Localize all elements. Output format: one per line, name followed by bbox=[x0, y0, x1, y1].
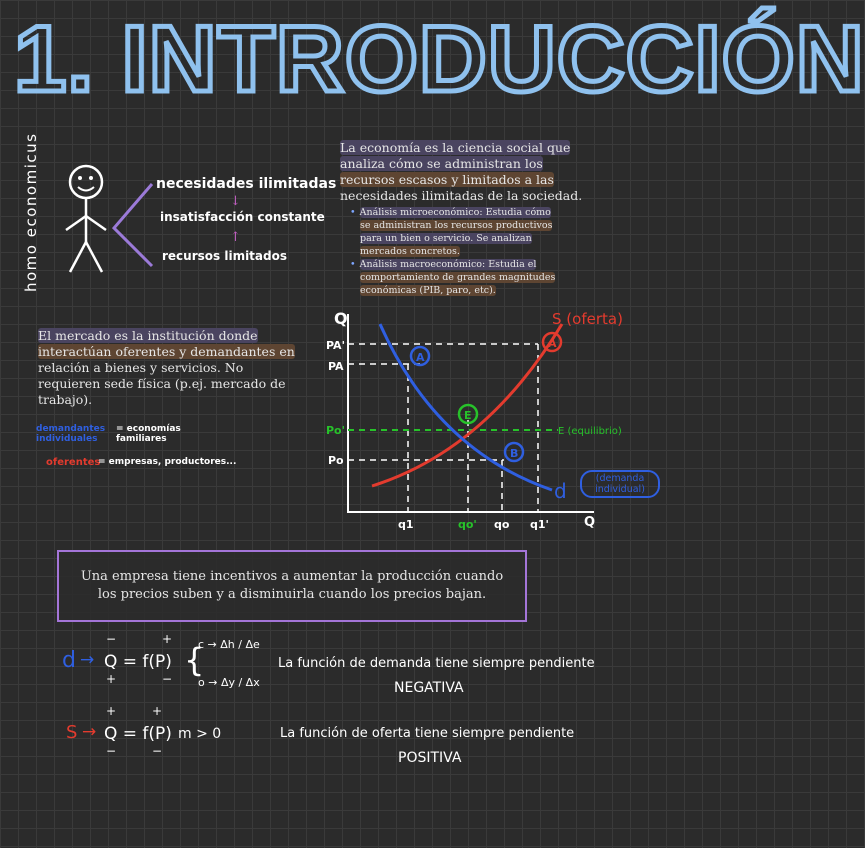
x-axis-label: Q bbox=[584, 515, 596, 530]
arrow-down-icon: ↓ bbox=[230, 194, 241, 209]
supply-curve-label: S (oferta) bbox=[552, 310, 623, 328]
supply-formula-letter: S bbox=[66, 722, 78, 743]
market-line-1: El mercado es la institución donde bbox=[38, 328, 258, 343]
arrow-up-icon: ↑ bbox=[230, 230, 241, 245]
supply-text-2: POSITIVA bbox=[398, 750, 462, 766]
market-definition bbox=[38, 328, 338, 408]
needs-item-3: recursos limitados bbox=[162, 249, 287, 263]
micro-analysis: • Análisis microeconómico: Estudia cómo se administran los recursos productivos para un bien o servicio. Se analizan mercados concretos. • Análisis macroeconómico: Estudia el comportamiento de grandes magnitudes económicas (PIB, paro, etc). bbox=[350, 207, 556, 296]
demand-curve bbox=[380, 324, 552, 490]
supply-formula: Q = f(P) bbox=[104, 724, 172, 744]
demand-curve-label: d bbox=[554, 479, 567, 503]
macro-line-2: comportamiento de grandes magnitudes bbox=[360, 272, 556, 283]
y-tick-pa: PA bbox=[328, 360, 344, 373]
supply-formula-arrow: → bbox=[82, 722, 97, 742]
supply-signs: ++ bbox=[106, 704, 199, 718]
demand-condition-1: c → Δh / Δe bbox=[198, 638, 260, 651]
macro-line-1: Análisis macroeconómico: Estudia el bbox=[359, 259, 537, 270]
demand-text-2: NEGATIVA bbox=[394, 680, 464, 696]
incentive-line-2: los precios suben y a disminuirla cuando los precios bajan. bbox=[97, 587, 487, 602]
x-tick-qo-prime: qo' bbox=[458, 518, 477, 531]
y-tick-pa-prime: PA' bbox=[326, 339, 345, 352]
market-line-4: requieren sede física (p.ej. mercado de bbox=[38, 376, 286, 391]
micro-line-1: Análisis microeconómico: Estudia cómo bbox=[359, 207, 551, 218]
demand-note: (demanda individual) bbox=[580, 470, 660, 498]
supply-condition: m > 0 bbox=[178, 726, 222, 742]
demand-formula-letter: d bbox=[62, 648, 76, 673]
supply-signs-under: −− bbox=[106, 744, 199, 758]
point-b-label: B bbox=[510, 447, 519, 460]
definition-line-4: necesidades ilimitadas de la sociedad. bbox=[340, 188, 583, 203]
demand-signs-under: +− bbox=[106, 672, 219, 686]
y-tick-po-prime: Po' bbox=[326, 424, 345, 437]
x-tick-q1-prime: q1' bbox=[530, 518, 549, 531]
x-tick-q1: q1 bbox=[398, 518, 414, 531]
point-e-label: E bbox=[464, 409, 472, 422]
supply-text-1: La función de oferta tiene siempre pendiente bbox=[280, 726, 575, 741]
supply-value: = empresas, productores... bbox=[98, 457, 237, 467]
demand-key: demandantes individuales bbox=[36, 424, 106, 444]
definition-line-2: analiza cómo se administran los bbox=[340, 156, 543, 171]
market-line-5: trabajo). bbox=[38, 392, 93, 407]
incentive-line-1: Una empresa tiene incentivos a aumentar la producción cuando bbox=[80, 569, 504, 584]
demand-signs: −+ bbox=[106, 632, 219, 646]
demand-condition-2: o → Δy / Δx bbox=[198, 676, 260, 689]
micro-line-4: mercados concretos. bbox=[360, 246, 460, 257]
market-line-2: interactúan oferentes y demandantes en bbox=[38, 344, 295, 359]
demand-text-1: La función de demanda tiene siempre pendiente bbox=[278, 656, 595, 671]
incentive-box bbox=[57, 550, 527, 622]
definition-line-1: La economía es la ciencia social que bbox=[340, 140, 571, 155]
x-tick-qo: qo bbox=[494, 518, 510, 531]
y-tick-po: Po bbox=[328, 454, 344, 467]
equilibrium-label: E (equilibrio) bbox=[558, 426, 622, 437]
demand-value: = economías familiares bbox=[116, 424, 181, 444]
economics-definition bbox=[340, 140, 640, 204]
demand-brace: { bbox=[184, 641, 205, 679]
demand-formula: Q = f(P) bbox=[104, 652, 172, 672]
homo-economicus-label: homo economicus bbox=[22, 132, 40, 292]
needs-item-2: insatisfacción constante bbox=[160, 210, 325, 224]
bracket-icon bbox=[108, 180, 158, 270]
page-title: 1. INTRODUCCIÓN bbox=[14, 6, 865, 111]
point-a-label: A bbox=[416, 351, 425, 364]
macro-line-3: económicas (PIB, paro, etc). bbox=[360, 285, 496, 296]
demand-formula-arrow: → bbox=[80, 650, 95, 670]
market-line-3: relación a bienes y servicios. No bbox=[38, 360, 244, 375]
micro-line-3: para un bien o servicio. Se analizan bbox=[360, 233, 532, 244]
needs-item-1: necesidades ilimitadas bbox=[156, 176, 337, 192]
supply-demand-graph bbox=[326, 300, 656, 540]
definition-line-3: recursos escasos y limitados a las bbox=[340, 172, 554, 187]
supply-key: oferentes bbox=[46, 457, 101, 468]
y-axis-label: Q bbox=[334, 309, 348, 328]
point-a2-label: A bbox=[548, 337, 557, 350]
micro-line-2: se administran los recursos productivos bbox=[360, 220, 553, 231]
